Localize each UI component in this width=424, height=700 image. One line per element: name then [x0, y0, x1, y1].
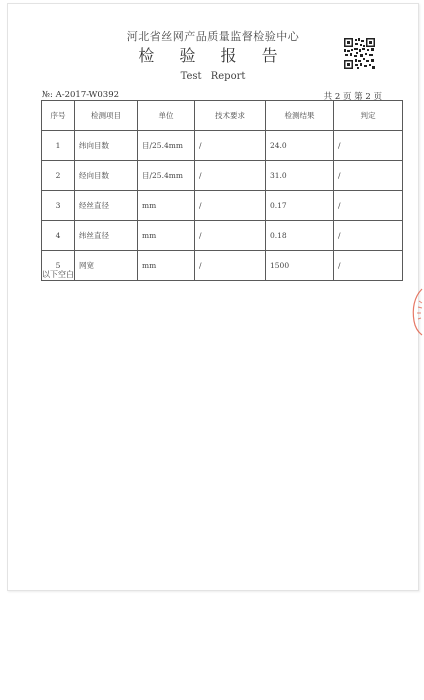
table-row: [42, 221, 403, 251]
column-header: 判定: [334, 101, 403, 131]
page-count: 共 2 页 第 2 页: [323, 92, 382, 102]
row-number: 4: [42, 221, 75, 251]
judgement: /: [334, 251, 403, 281]
judgement: /: [334, 161, 403, 191]
unit: mm: [138, 251, 195, 281]
row-number: 5: [42, 251, 75, 281]
blank-below-note: 以下空白: [42, 270, 74, 279]
test-result: 24.0: [266, 131, 334, 161]
test-item: 经向目数: [75, 161, 138, 191]
test-result: 0.18: [266, 221, 334, 251]
judgement: /: [334, 191, 403, 221]
red-seal-stamp-edge: [408, 287, 424, 337]
test-result: 1500: [266, 251, 334, 281]
column-header: 单位: [138, 101, 195, 131]
technical-requirement: /: [195, 191, 266, 221]
unit: 目/25.4mm: [138, 131, 195, 161]
technical-requirement: /: [195, 131, 266, 161]
technical-requirement: /: [195, 251, 266, 281]
judgement: /: [334, 221, 403, 251]
report-page: [7, 3, 419, 591]
judgement: /: [334, 131, 403, 161]
table-row: [42, 251, 403, 281]
row-number: 1: [42, 131, 75, 161]
column-header: 序号: [42, 101, 75, 131]
unit: mm: [138, 221, 195, 251]
test-item: 网宽: [75, 251, 138, 281]
results-table: [41, 100, 403, 281]
technical-requirement: /: [195, 221, 266, 251]
table-row: [42, 161, 403, 191]
table-row: [42, 131, 403, 161]
test-result: 0.17: [266, 191, 334, 221]
qr-code-icon: [343, 37, 376, 70]
table-row: [42, 191, 403, 221]
unit: mm: [138, 191, 195, 221]
org-name: 河北省丝网产品质量监督检验中心: [126, 30, 300, 43]
column-header: 检测结果: [266, 101, 334, 131]
table-header-row: [42, 101, 403, 131]
column-header: 技术要求: [195, 101, 266, 131]
test-result: 31.0: [266, 161, 334, 191]
technical-requirement: /: [195, 161, 266, 191]
test-item: 经丝直径: [75, 191, 138, 221]
test-item: 纬向目数: [75, 131, 138, 161]
row-number: 2: [42, 161, 75, 191]
row-number: 3: [42, 191, 75, 221]
report-title-en: Test Report: [180, 71, 246, 82]
unit: 目/25.4mm: [138, 161, 195, 191]
test-item: 纬丝直径: [75, 221, 138, 251]
report-title-cn: 检 验 报 告: [138, 46, 288, 65]
column-header: 检测项目: [75, 101, 138, 131]
report-number: №: A-2017-W0392: [42, 90, 120, 100]
